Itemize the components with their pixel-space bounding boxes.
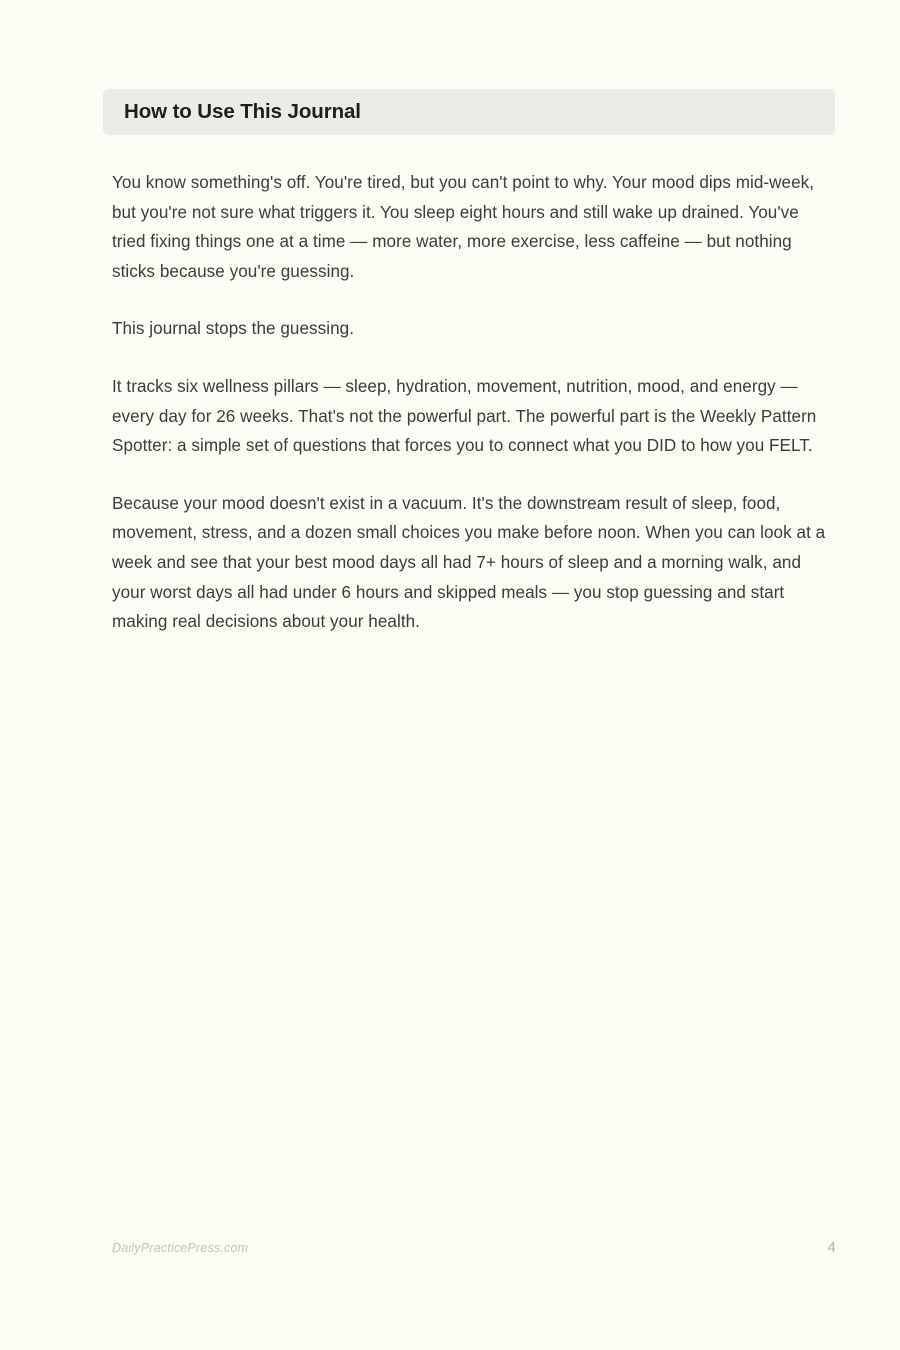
page-title: How to Use This Journal bbox=[124, 99, 361, 123]
paragraph-pillars: It tracks six wellness pillars — sleep, hydration, movement, nutrition, mood, and energy — every day for 26 weeks. That's not the powerful part. The powerful part is the Weekly Pattern Spotter: a simple set of questions that forces you to connect what you DID to how you FELT. bbox=[112, 376, 817, 456]
section-header-bar bbox=[103, 89, 835, 135]
page-footer bbox=[112, 1239, 836, 1256]
footer-page-number: 4 bbox=[827, 1239, 836, 1256]
paragraph-intro: You know something's off. You're tired, but you can't point to why. Your mood dips mid-week, but you're not sure what triggers it. You sleep eight hours and still wake up drained. You've tried fixing things one at a time — more water, more exercise, less caffeine — but nothing sticks because you're guessing. bbox=[112, 173, 815, 281]
footer-brand: DailyPracticePress.com bbox=[112, 1241, 249, 1255]
paragraph-thesis: This journal stops the guessing. bbox=[112, 319, 354, 339]
body-content bbox=[112, 168, 836, 637]
paragraph-rationale: Because your mood doesn't exist in a vacuum. It's the downstream result of sleep, food, movement, stress, and a dozen small choices you make before noon. When you can look at a week and see that your best mood days all had 7+ hours of sleep and a morning walk, and your worst days all had under 6 hours and skipped meals — you stop guessing and start making real decisions about your health. bbox=[112, 493, 826, 632]
